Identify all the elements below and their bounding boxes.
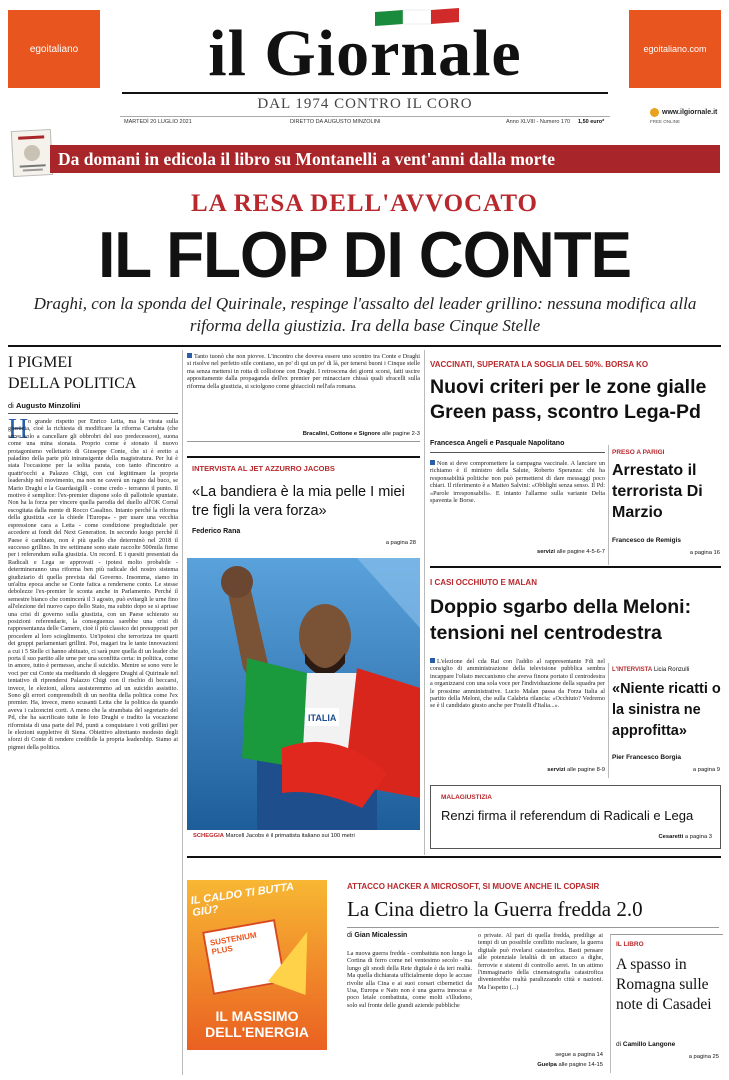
center-top-text: Tanto tuonò che non piovve. L'incontro che doveva essere uno scontro tra Conte e Draghi si risolve nel perfetto stile contiano, un po' di qui un po' di là, per tenersi buoni i Cinque stelle ma senza mettersi in rotta di collisione con Draghi. I retroscena dei giorni scorsi, fatti uscire appositamente dalla propaganda dell'ex premier per minacciare chissà quali sfracelli sulla riforma della giustizia, si sciolgono come ghiaccioli nell'afa romana.: [187, 353, 420, 390]
dateline-issue: Anno XLVIII - Numero 170: [506, 119, 571, 125]
cina-page2-ref: alle pagine 14-15: [558, 1062, 603, 1068]
ronzulli-kicker: [612, 667, 689, 673]
arrest-author: Francesco de Remigis: [612, 537, 681, 544]
editorial-author: [8, 401, 81, 410]
newspaper-title: il Giornale: [208, 17, 522, 90]
ad-brand: SUSTENIUM PLUS: [209, 930, 258, 957]
cina-title-rule: [347, 927, 719, 928]
editorial-author-rule: [8, 413, 178, 414]
editorial-author-name: Augusto Minzolini: [15, 401, 81, 410]
referendum-box[interactable]: [430, 785, 721, 849]
greenpass-body-text: Non si deve compromettere la campagna vaccinale. A lanciare un richiamo è il ministro della Salute, Roberto Speranza: chi ha responsabilità politiche non può permettersi di dare messaggi poco chiari. Il riferimento è a Matteo Salvini: «Obblighi senza senso. Il Pd: «Parole irresponsabili». E intanto l'allarme sulla variante Delta spaventa le Borse.: [430, 460, 605, 505]
cina-title[interactable]: La Cina dietro la Guerra fredda 2.0: [347, 897, 643, 921]
cina-page1: segue a pagina 14: [555, 1052, 603, 1058]
column-divider-left: [182, 350, 183, 1075]
center-top-credits-names: Bracalini, Cottone e Signore: [302, 431, 381, 437]
website-subtext: FREE ONLINE: [650, 119, 681, 124]
casadei-title: A spasso in Romagna sulle note di Casadei: [616, 956, 712, 1013]
book-promo-text: Da domani in edicola il libro su Montanelli a vent'anni dalla morte: [58, 148, 556, 169]
cina-author: [347, 932, 407, 939]
cina-page2-name: Guelpa: [537, 1062, 557, 1068]
interview-box[interactable]: [187, 456, 420, 550]
casadei-box[interactable]: [610, 934, 723, 1073]
jacobs-photo[interactable]: [187, 558, 420, 830]
center-top-rule: [187, 441, 420, 442]
meloni-body-text: L'elezione del cda Rai con l'addio al rappresentante Fdi nel consiglio di amministrazione della televisione pubblica sembra incappare l'oliato meccanismo che aveva finora portato il centrodestra a organizzarsi con una sola voce per l'individuazione della squadra per le prossime amministrative. Lucio Malan passa da Forza Italia al partito della Meloni, che sulla Calabria rilancia: «Occhiuto? Vedremo se è il candidato giusto anche per Fratelli d'Italia...».: [430, 658, 605, 710]
ronzulli-quote[interactable]: «Niente ricatti o la sinistra ne approfitta»: [612, 681, 721, 739]
meloni-kicker: I CASI OCCHIUTO E MALAN: [430, 578, 537, 587]
website-url: www.ilgiornale.it: [662, 109, 718, 116]
greenpass-page: [430, 549, 605, 555]
greenpass-title[interactable]: Nuovi criteri per le zone gialle Green pass, scontro Lega-Pd: [430, 376, 707, 423]
meloni-page-ref: alle pagine 8-9: [566, 767, 605, 773]
egoitaliano-left-logo[interactable]: [8, 10, 100, 88]
center-top-body: [187, 353, 420, 427]
arrest-title[interactable]: Arrestato il terrorista Di Marzio: [612, 462, 703, 521]
sustenium-ad[interactable]: [187, 880, 327, 1072]
casadei-author: [616, 1041, 675, 1048]
main-subtitle: Draghi, con la sponda del Quirinale, respinge l'assalto del leader grillino: nessuna modifica alla riforma della giustizia. Ira della base Cinque Stelle: [33, 294, 697, 335]
ad-slogan: IL MASSIMO DELL'ENERGIA: [205, 1008, 309, 1040]
dateline-price: 1,50 euro*: [578, 119, 605, 125]
casadei-author-name: Camillo Langone: [622, 1041, 676, 1048]
interview-author: Federico Rana: [192, 528, 241, 535]
ronzulli-author: Pier Francesco Borgia: [612, 754, 681, 761]
greenpass-kicker: VACCINATI, SUPERATA LA SOGLIA DEL 50%. BORSA KO: [430, 360, 649, 369]
meloni-divider: [608, 663, 609, 778]
editorial-title-line2: DELLA POLITICA: [8, 375, 137, 392]
section-rule-1: [430, 566, 721, 568]
ad-footer-bar: [187, 1050, 327, 1072]
montanelli-book-thumbnail: [11, 129, 53, 177]
subtitle-rule: [8, 345, 721, 347]
masthead-tagline: DAL 1974 CONTRO IL CORO: [257, 96, 473, 112]
referendum-kicker: MALAGIUSTIZIA: [441, 794, 492, 801]
editorial-dropcap: H: [8, 414, 29, 445]
interview-quote: «La bandiera è la mia pelle I miei tre figli la vera forza»: [192, 484, 405, 519]
ronzulli-kicker-name: Licia Ronzulli: [653, 667, 690, 673]
casadei-kicker: IL LIBRO: [616, 941, 644, 948]
greenpass-authors: Francesca Angeli e Pasquale Napolitano: [430, 440, 565, 447]
bullet-square-icon-2: [430, 460, 435, 465]
cina-body-left: La nuova guerra fredda - combattuta non lungo la Cortina di ferro come nel ventesimo secolo - ma lungo gli snodi della Rete digitale è da ieri realtà. Ma quella dichiarata ufficialmente dopo le accuse rivolte alla Cina e ai suoi corsari cibernetici da Usa, Europa e Nato non è una guerra innocua e poco letale combattuta, come molti s'illudono, solo sul fronte delle grandi aziende pubbliche: [347, 950, 472, 1009]
meloni-body: [430, 658, 605, 761]
greenpass-body: [430, 460, 605, 542]
svg-text:ITALIA: ITALIA: [308, 713, 337, 723]
section-rule-2: [187, 856, 721, 858]
center-top-credits-page: alle pagine 2-3: [381, 431, 420, 437]
website-icon: [650, 108, 659, 117]
arrest-kicker: PRESO A PARIGI: [612, 449, 665, 456]
dateline-rule: [120, 116, 610, 117]
editorial-title-line1: I PIGMEI: [8, 354, 73, 371]
interview-kicker: INTERVISTA AL JET AZZURRO JACOBS: [192, 464, 335, 473]
ronzulli-page: a pagina 9: [692, 767, 720, 773]
ad-headline: IL CALDO TI BUTTA GIÙ?: [189, 880, 295, 920]
meloni-page-label: servizi: [547, 767, 566, 773]
arrest-page: a pagina 16: [689, 550, 720, 556]
cina-author-name: Gian Micalessin: [354, 932, 408, 939]
meloni-title[interactable]: Doppio sgarbo della Meloni: tensioni nel centrodestra: [430, 596, 692, 644]
website-block[interactable]: [650, 108, 725, 124]
interview-page: a pagina 28: [385, 540, 416, 546]
center-top-credits: [187, 431, 420, 437]
meloni-page: [430, 767, 605, 773]
greenpass-page-label: servizi: [536, 549, 556, 555]
editorial-body: o grande rispetto per Enrico Letta, ma la virata sulla giustizia, cioè la richiesta di modificare la riforma Cartabia (che serve solo a cancellare gli obbrobri del suo predecessore), suona come una mina sionata. Proprio come è stonato il nuovo protagonismo velleitario di Giuseppe Conte, che si è eretto a paladino della parte più intransigente della magistratura. Per lui è stata l'occasione per la solita parata, con tanto d'incontro a quattr'occhi a Palazzo Chigi, con cui legittimare la propria leadership nel movimento, ma non ne caverà un ragno dal buco, se Mario Draghi e la Guardasigilli - come credo - terranno il punto. Il motivo è semplice: l'ex-premier dispone solo di pallottole spuntate. Non ha la forza per vincere quella parodia del duello all'OK Corral escogitata dalla mente di Rocco Casalino. Intanto perché la riforma della giustizia «ce la chiede l'Europa» - per usare una vecchia espressione cara a Letta - come condizione pregiudiziale per accedere ai fondi del Next Generation. In secondo luogo perché il Paese è cambiato, non è più quello che determinò nel 2018 il successo grillino. In tre settimane sono state raccolte 500mila firme per i referendum sulla giustizia. Un record. E i quesiti presentati da Radicali e Lega se approvati - ipotesi molto probabile - determineranno una riforma ben più radicale del nostro sistema giudiziario di quella prevista dal Governo. Insomma, siamo in un'altra epoca anche se Conte fatica a rendersene conto. Le stesse debolezze l'ex-premier le sconta anche in Parlamento. Perché il semestre bianco che comincerà il 3 agosto, può evitargli le urne fino all'elezione del nuovo capo dello Stato, ma subito dopo se si aprisse una crisi di governo sulla giustizia, con un Paese schierato su posizioni referendarie, la conseguenza sarebbe una crisi di rappresentanza delle Camere, cioè il più classico dei presupposti per procedere al loro scioglimento. Un'ipotesi che terrorizza tre quarti dei gruppi parlamentari grillini. Poi, magari tra le tante innovazioni a cui i 5 Stelle ci hanno abituato, ci sarà pure quella di un leader che porta il suo partito alle urne per una sconfitta certa: in politica, come in amore, tutto è permesso, anche il suicidio. Mentre se sono vere le voci per cui Conte sta meditando di sleggere Draghi al Quirinale nel tentativo di riprendersi Palazzo Chigi con il rischio di beccarsi, invece, le elezioni, allora assisteremmo ad un suicidio assistito. Sono gli errori comprensibili di un neofita della politica come l'ex premier. Ha, invece, meno scusanti Letta che fa politica da quando aveva i calzoncini corti. A meno che la strambata del segretario del Pd, che ha sacrificato tutte le foto Draghi e tradito la vocazione riformista di una parte del Pd, punti a conquistare i voti grillini per le elezioni suppletive di Siena. Obiettivo altrettanto modesto degli sforzi di Conte di rendere credibile la propria leadership. Siamo ai pigmei della politica.: [8, 418, 178, 751]
egoitaliano-right-logo[interactable]: [629, 10, 721, 88]
photo-caption-text: Marcell Jacobs è il primatista italiano sui 100 metri: [225, 833, 355, 839]
masthead-underline: [122, 92, 608, 94]
referendum-page: a pagina 3: [684, 834, 712, 840]
dateline-director: DIRETTO DA AUGUSTO MINZOLINI: [290, 119, 381, 125]
cina-kicker: ATTACCO HACKER A MICROSOFT, SI MUOVE ANCHE IL COPASIR: [347, 882, 600, 891]
photo-caption-label: SCHEGGIA: [193, 833, 224, 839]
dateline-date: MARTEDÌ 20 LUGLIO 2021: [124, 119, 192, 125]
main-headline[interactable]: IL FLOP DI CONTE: [98, 219, 631, 292]
referendum-credit: [658, 834, 712, 840]
cina-author-prefix: di: [347, 932, 353, 939]
photo-caption: [193, 833, 420, 839]
editorial-author-prefix: di: [8, 401, 14, 410]
main-kicker: LA RESA DELL'AVVOCATO: [191, 190, 538, 217]
ronzulli-kicker-label: L'INTERVISTA: [612, 667, 653, 673]
cina-body-right: o private. Al pari di quella fredda, predilige ai tempi di un possibile conflitto nucleare, la guerra digitale può rivelarsi catastrofica. Basti pensare alle potenziale letalità di un attacco a dighe, ferrovie e sistemi di controllo aerei. In un attimo l'immaginario della cinematografia catastrofica diventerebbe realtà paralizzando città e nazioni. Ma l'aspetto (...): [478, 932, 603, 991]
egoitaliano-left-logo-text: egoitaliano: [29, 43, 79, 55]
referendum-author: Cesaretti: [658, 834, 684, 840]
book-promo-banner[interactable]: [50, 145, 720, 173]
cina-page2: [478, 1062, 603, 1068]
greenpass-page-ref: alle pagine 4-5-6-7: [556, 549, 605, 555]
bullet-square-icon: [187, 353, 192, 358]
greenpass-divider: [608, 445, 609, 565]
egoitaliano-right-logo-text: egoitaliano.com: [643, 44, 707, 54]
casadei-page: a pagina 25: [688, 1054, 719, 1060]
referendum-title: Renzi firma il referendum di Radicali e Lega: [441, 808, 694, 823]
column-divider-right: [424, 350, 425, 855]
casadei-author-prefix: di: [616, 1041, 622, 1048]
bullet-square-icon-3: [430, 658, 435, 663]
greenpass-author-rule: [430, 452, 605, 453]
